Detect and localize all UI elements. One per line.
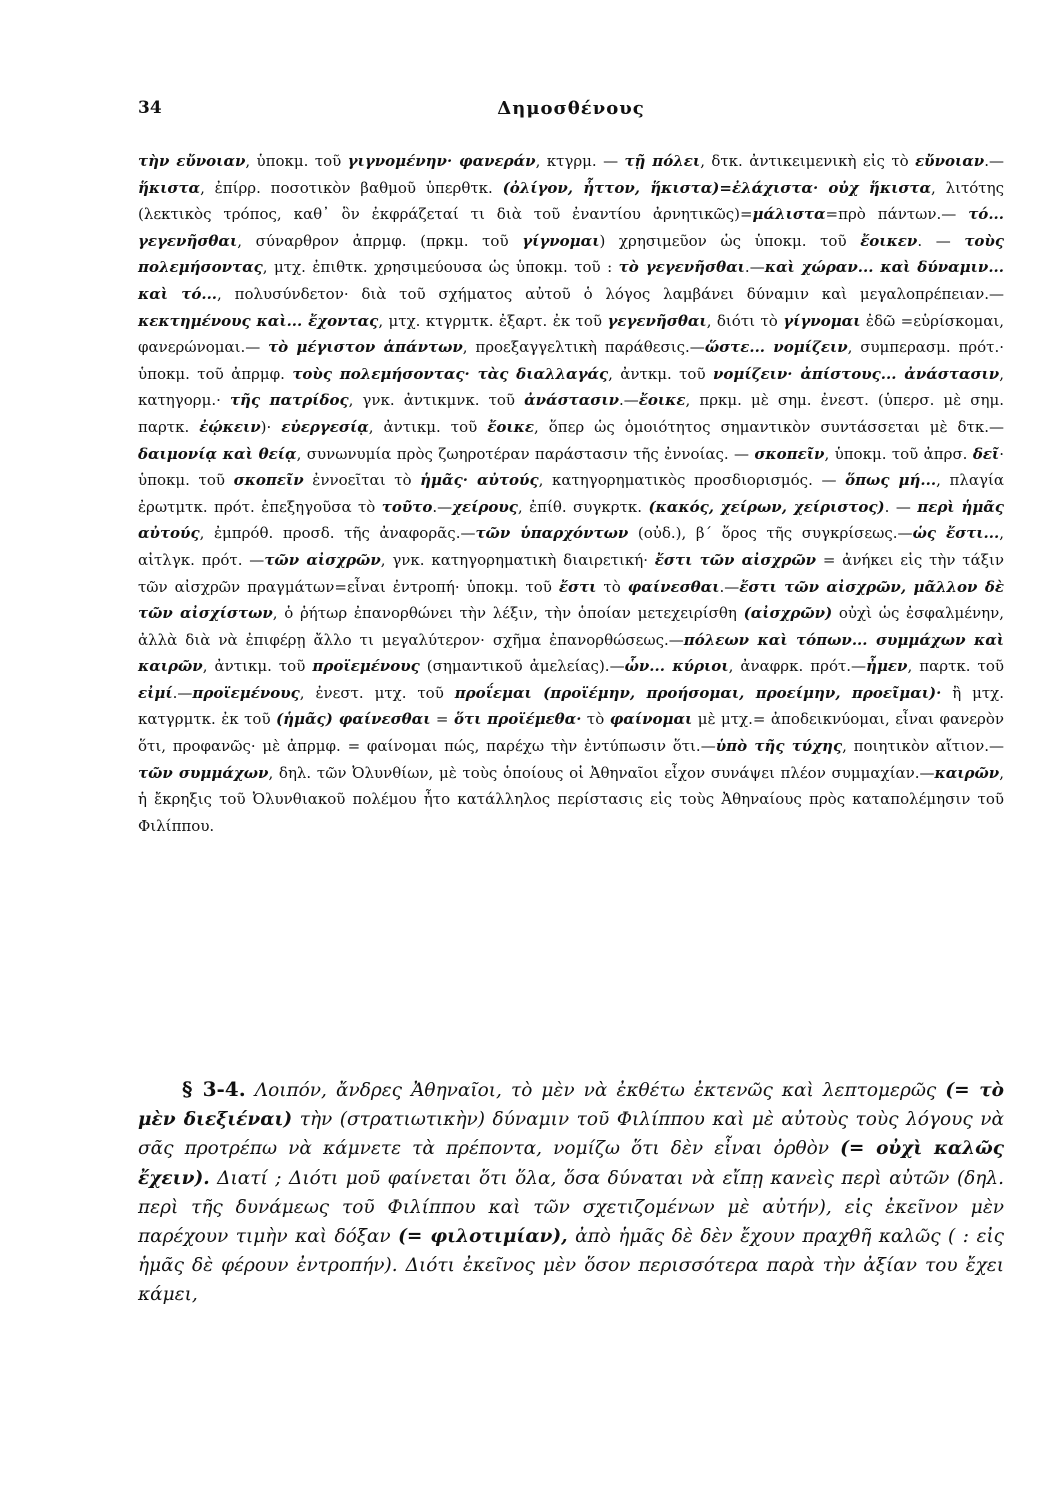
- commentary-text: τὸ: [581, 710, 610, 729]
- commentary-text: , ὑποκμ. τοῦ ἀπρσ.: [824, 444, 973, 463]
- commentary-text: , πρκμ. μὲ σημ. ἐνεστ. (ὑπερσ. μὲ σημ. παρτκ.: [138, 391, 1005, 436]
- greek-lemma: τὴν εὔνοιαν: [138, 152, 246, 170]
- commentary-text: ἐννοεῖται τὸ: [303, 471, 421, 490]
- greek-lemma: ἔστι: [558, 577, 597, 596]
- commentary-text: μὲ μτχ.= ἀποδεικνύομαι, εἶναι φανερὸν ὅτι, προφανῶς· μὲ ἀπρμφ. = φαίνομαι πώς, παρέχω τὴν ἐντύπωσιν ὅτι.—: [138, 710, 1004, 756]
- greek-lemma: πόλεων καὶ τόπων... συμμάχων καὶ καιρῶν: [138, 630, 1004, 676]
- greek-lemma: τῶν ὑπαρχόντων: [475, 524, 629, 543]
- running-title: Δημοσθένους: [497, 98, 645, 119]
- commentary-text: , ἀντικμ. τοῦ: [202, 657, 313, 676]
- translation-text: ἀπὸ ἡμᾶς δὲ δὲν ἔχουν πραχθῆ καλῶς ( : εἰς ἡμᾶς δὲ φέρουν ἐντροπήν). Διότι ἐκεῖνος μὲν ὅσον περισσότερα παρὰ τὴν ἀξίαν του ἔχει κάμει,: [138, 1226, 1005, 1306]
- greek-lemma: δαιμονίᾳ καὶ θείᾳ: [138, 444, 297, 463]
- greek-lemma: γίγνομαι: [783, 311, 861, 330]
- greek-lemma: περὶ ἡμᾶς αὐτούς: [138, 497, 1004, 543]
- commentary-text: (οὐδ.), β΄ ὅρος τῆς συγκρίσεως.—: [628, 524, 913, 543]
- commentary-text: .—: [744, 258, 765, 277]
- greek-lemma: ὑπὸ τῆς τύχης: [715, 737, 843, 756]
- commentary-text: τὸ: [596, 577, 628, 596]
- greek-lemma: προϊεμένους: [312, 657, 420, 676]
- commentary-text: )·: [260, 417, 282, 436]
- commentary-text: , πολυσύνδετον· διὰ τοῦ σχήματος αὐτοῦ ὁ λόγος λαμβάνει δύναμιν καὶ μεγαλοπρέπειαν.—: [217, 284, 1005, 303]
- translation-text: τὴν (στρατιωτικὴν) δύναμιν τοῦ Φιλίππου καὶ μὲ αὐτοὺς τοὺς λόγους νὰ σᾶς προτρέπω νὰ κάμνετε τὰ πρέποντα, νομίζω ὅτι δὲν εἶναι ὀρθὸν: [138, 1109, 1004, 1160]
- greek-lemma: ὡς ἔστι...: [912, 524, 1000, 543]
- commentary-text: , ἀντικμ. τοῦ: [368, 417, 488, 436]
- page-number: 34: [138, 98, 162, 118]
- commentary-text: οὐχὶ ὡς ἐσφαλμένην, ἀλλὰ διὰ νὰ ἐπιφέρῃ ἄλλο τι μεγαλύτερον· σχῆμα ἐπανορθώσεως.—: [138, 604, 1004, 649]
- greek-lemma: τῇ πόλει: [624, 152, 701, 170]
- commentary-text: , ἡ ἔκρηξις τοῦ Ὀλυνθιακοῦ πολέμου ἦτο κατάλληλος περίστασις εἰς τοὺς Ἀθηναίους πρὸς καταπολέμησιν τοῦ Φιλίππου.: [138, 763, 1004, 835]
- greek-lemma: εἰμί: [138, 683, 173, 702]
- commentary-text: , ἐμπρόθ. προσδ. τῆς ἀναφορᾶς.—: [199, 524, 476, 543]
- commentary-text: · ὑποκμ. τοῦ: [138, 444, 1004, 490]
- greek-lemma: καὶ χώραν... καὶ δύναμιν... καὶ τό...: [138, 258, 1004, 303]
- greek-lemma: ὅπως μή...: [845, 471, 937, 490]
- commentary-text: , σύναρθρον ἀπρμφ. (πρκμ. τοῦ: [237, 231, 523, 250]
- greek-lemma: γίγνομαι: [522, 231, 600, 250]
- commentary-text: =: [430, 710, 454, 729]
- translation-paragraph: [138, 1075, 1004, 1310]
- commentary-text: , μτχ. κτγρμτκ. ἐξαρτ. ἐκ τοῦ: [378, 311, 608, 330]
- greek-lemma: εὐεργεσίᾳ: [281, 417, 369, 436]
- greek-lemma: ὅτι προϊέμεθα·: [453, 710, 582, 729]
- greek-lemma: μάλιστα: [752, 205, 826, 224]
- commentary-text: = ἀνήκει εἰς τὴν τάξιν τῶν αἰσχρῶν πραγμάτων=εἶναι ἐντροπή· ὑποκμ. τοῦ: [138, 550, 1005, 596]
- commentary-text: .—: [984, 152, 1004, 170]
- greek-lemma: τὸ γεγενῆσθαι: [618, 258, 745, 277]
- running-head: [138, 98, 1004, 122]
- greek-lemma: ἔοικεν: [860, 231, 918, 250]
- source-gloss: (= τὸ μὲν διεξιέναι): [138, 1080, 1004, 1131]
- commentary-text: , λιτότης (λεκτικὸς τρόπος, καθ᾽ ὃν ἐκφράζεταί τι διὰ τοῦ ἐναντίου ἀρνητικῶς)=: [138, 178, 1004, 224]
- commentary-text: .—: [432, 497, 453, 516]
- commentary-text: , συμπερασμ. πρότ.· ὑποκμ. τοῦ ἀπρμφ.: [138, 338, 1004, 383]
- commentary-text: , κατηγορηματικὸς προσδιορισμός. —: [538, 471, 846, 490]
- greek-lemma: (κακός, χείρων, χείριστος): [648, 497, 885, 516]
- commentary-text: , πλαγία ἐρωτμτκ. πρότ. ἐπεξηγοῦσα τὸ: [138, 471, 1004, 516]
- commentary-text: , ἀντκμ. τοῦ: [608, 364, 713, 383]
- greek-lemma: τὸ μέγιστον ἁπάντων: [268, 338, 463, 357]
- translation-text: Λοιπόν, ἄνδρες Ἀθηναῖοι, τὸ μὲν νὰ ἐκθέτω ἐκτενῶς καὶ λεπτομερῶς: [245, 1080, 946, 1101]
- greek-lemma: ἔστι τῶν αἰσχρῶν: [654, 550, 817, 569]
- greek-lemma: τῶν συμμάχων: [138, 763, 269, 782]
- greek-lemma: σκοπεῖν: [233, 471, 304, 490]
- commentary-paragraph: [138, 148, 1004, 839]
- greek-lemma: τό... γεγενῆσθαι: [138, 205, 1004, 250]
- greek-lemma: ἔοικε: [638, 391, 686, 410]
- commentary-text: , ὁ ῥήτωρ ἐπανορθώνει τὴν λέξιν, τὴν ὁποίαν μετεχειρίσθη: [272, 604, 744, 623]
- commentary-text: . —: [917, 231, 965, 250]
- greek-lemma: καιρῶν: [934, 763, 1000, 782]
- greek-lemma: (ὀλίγον, ἧττον, ἥκιστα)=ἐλάχιστα· οὐχ ἥκιστα: [502, 178, 932, 197]
- commentary-text: , δτκ. ἀντικειμενικὴ εἰς τὸ: [700, 152, 916, 170]
- greek-lemma: φαίνεσθαι: [627, 577, 720, 596]
- section-marker: § 3-4.: [182, 1077, 246, 1101]
- greek-lemma: γεγενῆσθαι: [607, 311, 707, 330]
- commentary-text: .—: [172, 683, 193, 702]
- commentary-text: .—: [619, 391, 639, 410]
- greek-lemma: εὔνοιαν: [915, 152, 985, 170]
- greek-lemma: (αἰσχρῶν): [743, 604, 833, 623]
- source-gloss: (= οὐχὶ καλῶς ἔχειν).: [138, 1138, 1005, 1189]
- greek-lemma: (ἡμᾶς) φαίνεσθαι: [276, 710, 431, 729]
- commentary-text: . —: [884, 497, 918, 516]
- greek-lemma: χείρους: [452, 497, 518, 516]
- commentary-text: , ἀναφρκ. πρότ.—: [728, 657, 867, 676]
- commentary-text: , μτχ. ἐπιθτκ. χρησιμεύουσα ὡς ὑποκμ. τοῦ :: [262, 258, 619, 277]
- commentary-text: .—: [719, 577, 740, 596]
- greek-lemma: προϊεμένους: [192, 683, 300, 702]
- greek-lemma: ἔστι τῶν αἰσχρῶν, μᾶλλον δὲ τῶν αἰσχίστων: [138, 577, 1004, 623]
- greek-lemma: προΐεμαι (προϊέμην, προήσομαι, προείμην, προεῖμαι)·: [454, 683, 942, 702]
- greek-lemma: δεῖ: [972, 444, 1000, 463]
- greek-lemma: ὧν... κύριοι: [624, 657, 729, 676]
- commentary-text: , προεξαγγελτικὴ παράθεσις.—: [462, 338, 705, 357]
- commentary-text: , ἐπίρρ. ποσοτικὸν βαθμοῦ ὑπερθτκ.: [200, 178, 503, 197]
- commentary-text: , ποιητικὸν αἴτιον.—: [842, 737, 1005, 756]
- translation-text: Διατί ; Διότι μοῦ φαίνεται ὅτι ὅλα, ὅσα δύναται νὰ εἴπῃ κανεὶς περὶ αὐτῶν (δηλ. περὶ τῆς δυνάμεως τοῦ Φιλίππου καὶ τῶν σχετιζομένων μὲ αὐτήν), εἰς ἐκεῖνον μὲν παρέχουν τιμὴν καὶ δόξαν: [138, 1167, 1004, 1248]
- commentary-text: , κτγρμ. —: [535, 152, 625, 170]
- greek-lemma: τῶν αἰσχρῶν: [264, 550, 381, 569]
- commentary-text: ἐδῶ =εὑρίσκομαι, φανερώνομαι.—: [138, 311, 1004, 357]
- greek-lemma: ἥκιστα: [138, 178, 201, 197]
- commentary-text: , διότι τὸ: [706, 311, 784, 330]
- commentary-text: , γνκ. ἀντικμνκ. τοῦ: [348, 391, 525, 410]
- source-gloss: (= φιλοτιμίαν),: [398, 1226, 568, 1248]
- commentary-text: , ἐνεστ. μτχ. τοῦ: [299, 683, 455, 702]
- commentary-text: , γνκ. κατηγορηματικὴ διαιρετική·: [380, 550, 655, 569]
- greek-lemma: φαίνομαι: [609, 710, 693, 729]
- commentary-text: , συνωνυμία πρὸς ζωηροτέραν παράστασιν τῆς ἐννοίας. —: [296, 444, 755, 463]
- greek-lemma: ἡμᾶς· αὐτούς: [420, 471, 539, 490]
- greek-lemma: τῆς πατρίδος: [229, 391, 349, 410]
- commentary-text: (σημαντικοῦ ἀμελείας).—: [419, 657, 625, 676]
- greek-lemma: τοὺς πολεμήσοντας: [138, 231, 1004, 277]
- greek-lemma: τοὺς πολεμήσοντας· τὰς διαλλαγάς: [292, 364, 609, 383]
- greek-lemma: νομίζειν· ἀπίστους... ἀνάστασιν: [712, 364, 1000, 383]
- commentary-text: ) χρησιμεῦον ὡς ὑποκμ. τοῦ: [599, 231, 861, 250]
- greek-lemma: ἔοικε: [487, 417, 534, 436]
- commentary-text: , δηλ. τῶν Ὀλυνθίων, μὲ τοὺς ὁποίους οἱ Ἀθηναῖοι εἶχον συνάψει πλέον συμμαχίαν.—: [268, 763, 935, 782]
- commentary-text: , ὅπερ ὡς ὁμοιότητος σημαντικὸν συντάσσεται μὲ δτκ.—: [533, 417, 1004, 436]
- greek-lemma: κεκτημένους καὶ... ἔχοντας: [138, 311, 379, 330]
- commentary-text: , κατηγορμ.·: [138, 364, 1004, 410]
- greek-lemma: ὥστε... νομίζειν: [704, 338, 848, 357]
- greek-lemma: ἀνάστασιν: [524, 391, 619, 410]
- greek-lemma: ἐῴκειν: [199, 417, 261, 436]
- commentary-text: , ὑποκμ. τοῦ: [245, 152, 348, 170]
- commentary-text: , αἰτλγκ. πρότ. —: [138, 524, 1004, 569]
- greek-lemma: γιγνομένην· φανεράν: [347, 152, 536, 170]
- greek-lemma: τοῦτο: [381, 497, 433, 516]
- commentary-text: =πρὸ πάντων.—: [825, 205, 969, 224]
- greek-lemma: σκοπεῖν: [754, 444, 825, 463]
- greek-lemma: ἦμεν: [866, 657, 908, 676]
- commentary-text: ἢ μτχ. κατγρμτκ. ἐκ τοῦ: [138, 683, 1004, 729]
- commentary-text: , παρτκ. τοῦ: [907, 657, 1005, 676]
- commentary-text: , ἐπίθ. συγκρτκ.: [517, 497, 649, 516]
